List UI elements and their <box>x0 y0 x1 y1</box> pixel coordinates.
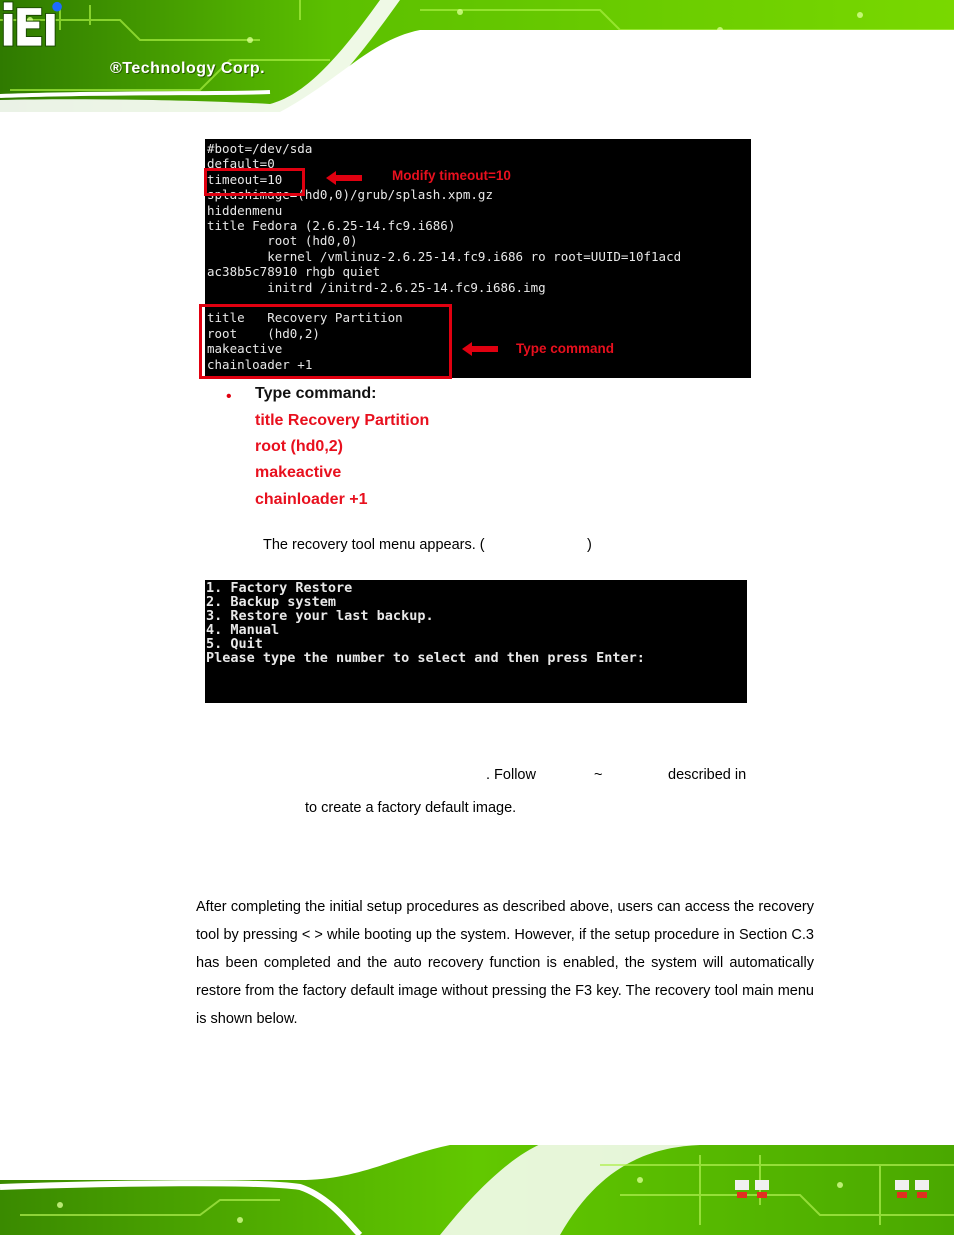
terminal-line: hiddenmenu <box>207 203 283 218</box>
menu-prompt: Please type the number to select and then press Enter: <box>206 650 645 666</box>
menu-option: 2. Backup system <box>206 594 337 610</box>
left-arrow-icon <box>462 342 498 356</box>
modify-timeout-annotation: Modify timeout=10 <box>392 168 511 183</box>
terminal-line: kernel /vmlinuz-2.6.25-14.fc9.i686 ro root=UUID=10f1acd <box>207 249 682 264</box>
terminal-line: initrd /initrd-2.6.25-14.fc9.i686.img <box>207 280 546 295</box>
menu-option: 5. Quit <box>206 636 263 652</box>
command-line: chainloader +1 <box>255 491 368 508</box>
command-line: makeactive <box>255 464 342 481</box>
step-text-close: ) <box>587 537 592 553</box>
create-image-text: to create a factory default image. <box>305 800 517 816</box>
terminal-line: root (hd0,0) <box>207 233 358 248</box>
terminal-line: splashimage=(hd0,0)/grub/splash.xpm.gz <box>207 187 493 202</box>
terminal-line: makeactive <box>207 341 283 356</box>
type-command-annotation: Type command <box>516 341 615 356</box>
left-arrow-icon <box>326 171 362 185</box>
follow-text: . Follow <box>486 767 536 783</box>
terminal-line: root (hd0,2) <box>207 326 320 341</box>
command-line: root (hd0,2) <box>255 438 343 455</box>
terminal-line: title Fedora (2.6.25-14.fc9.i686) <box>207 218 456 233</box>
circuit-board-banner <box>0 0 954 112</box>
step-text: The recovery tool menu appears. ( <box>263 537 485 553</box>
terminal-line: ac38b5c78910 rhgb quiet <box>207 264 381 279</box>
menu-option: 3. Restore your last backup. <box>206 608 434 624</box>
circuit-board-footer <box>0 1125 954 1235</box>
described-in-text: described in <box>668 767 747 783</box>
body-paragraph <box>196 893 814 1033</box>
terminal-line: title Recovery Partition <box>207 310 403 325</box>
body-paragraph-text: After completing the initial setup procedures as described above, users can access the recovery tool by pressing < > while booting up the system. However, if the setup procedure in Section C.3 has been completed and the auto recovery function is enabled, the system will automatically restore from the factory default image without pressing the F3 key. The recovery tool main menu is shown below. <box>196 899 814 1027</box>
timeout-highlight-box <box>204 168 305 196</box>
recovery-entry-highlight-box <box>199 304 452 379</box>
bullet-heading: Type command: <box>255 385 377 402</box>
terminal-line: default=0 <box>207 156 275 171</box>
terminal-line: #boot=/dev/sda <box>207 141 313 156</box>
menu-option: 4. Manual <box>206 622 280 638</box>
terminal-line: timeout=10 <box>207 172 283 187</box>
command-line: title Recovery Partition <box>255 412 430 429</box>
page-footer <box>0 1125 954 1235</box>
bullet-dot: • <box>226 388 232 405</box>
terminal-line: chainloader +1 <box>207 357 313 372</box>
logo-text: ®Technology Corp. <box>110 60 266 77</box>
iei-logo <box>0 0 70 48</box>
page-header <box>0 0 954 112</box>
menu-option: 1. Factory Restore <box>206 580 353 596</box>
tilde-text: ~ <box>594 767 603 783</box>
recovery-menu-screenshot <box>205 580 747 703</box>
